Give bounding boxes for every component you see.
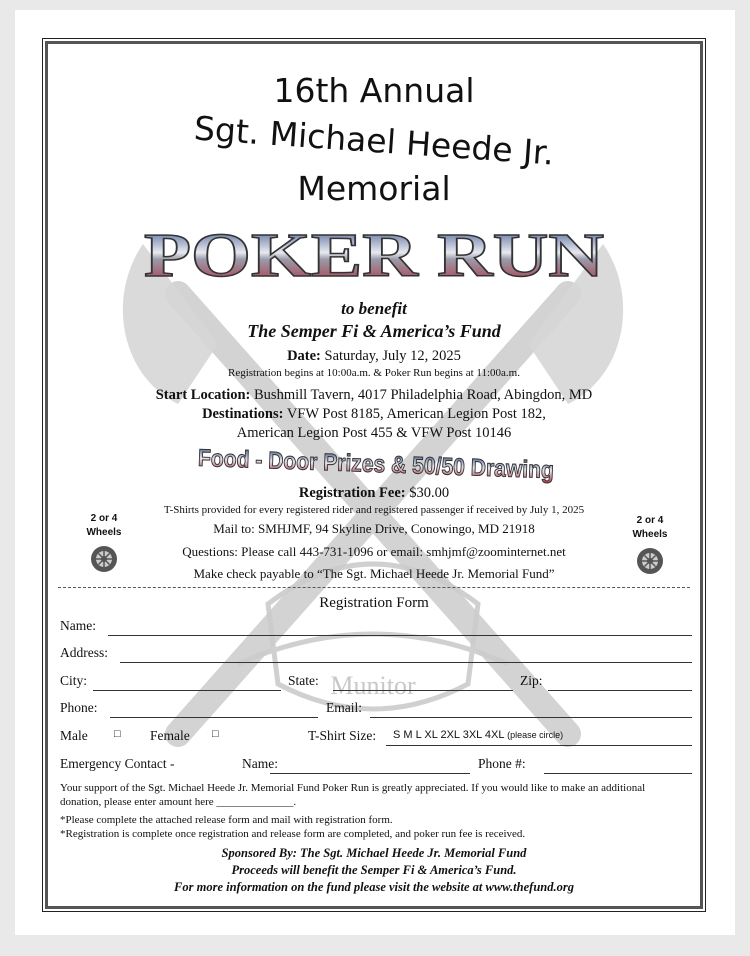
zip-label: Zip: <box>520 673 543 688</box>
start-location <box>48 387 700 404</box>
more-info: For more information on the fund please visit the website at www.thefund.org <box>174 880 574 894</box>
title-line-3: Memorial <box>297 169 451 208</box>
wheel-icon <box>635 546 665 576</box>
proceeds-note: Proceeds will benefit the Semper Fi & America’s Fund. <box>231 863 517 877</box>
female-checkbox[interactable]: □ <box>212 728 219 740</box>
start-label: Start Location: <box>155 387 251 403</box>
registration-times: Registration begins at 10:00a.m. & Poker Run begins at 11:00a.m. <box>228 367 520 379</box>
emergency-phone-field[interactable] <box>544 772 692 774</box>
support-note <box>60 781 690 809</box>
release-note-2: *Registration is complete once registration and release form are completed, and poker run fee is received. <box>60 828 526 840</box>
emergency-contact-label: Emergency Contact - <box>60 756 175 771</box>
wheel-icon <box>89 544 119 574</box>
wheels-badge-left-line1: 2 or 4 <box>90 513 118 524</box>
tshirt-line <box>386 744 692 746</box>
flyer-frame <box>45 41 703 909</box>
release-note-1: *Please complete the attached release form and mail with registration form. <box>60 814 393 826</box>
state-label: State: <box>288 673 319 688</box>
name-field[interactable] <box>108 634 692 636</box>
emergency-name-field[interactable] <box>270 772 470 774</box>
state-field[interactable] <box>333 689 513 691</box>
emergency-phone-label: Phone #: <box>478 756 526 771</box>
mail-to: Mail to: SMHJMF, 94 Skyline Drive, Conowingo, MD 21918 <box>213 521 535 536</box>
fee-value: $30.00 <box>409 485 450 501</box>
sponsored-by: Sponsored By: The Sgt. Michael Heede Jr. Memorial Fund <box>221 846 527 860</box>
tshirt-size-options[interactable] <box>393 729 563 741</box>
destinations-value-1: VFW Post 8185, American Legion Post 182, <box>286 406 546 422</box>
wheels-badge-left <box>70 512 138 578</box>
address-field[interactable] <box>120 661 692 663</box>
date-label: Date: <box>287 348 321 364</box>
support-note-line-2: donation, please enter amount here ______________. <box>60 796 297 808</box>
to-benefit: to benefit <box>341 299 407 318</box>
tshirt-note: T-Shirts provided for every registered rider and registered passenger if received by July 1, 2025 <box>163 504 585 516</box>
support-note-line-1: Your support of the Sgt. Michael Heede Jr. Memorial Fund Poker Run is greatly appreciated. If you would like to make an additional <box>60 782 646 794</box>
name-label: Name: <box>60 618 96 633</box>
payable-to: Make check payable to “The Sgt. Michael Heede Jr. Memorial Fund” <box>193 566 555 581</box>
tshirt-label: T-Shirt Size: <box>308 728 377 743</box>
poker-run-text: POKER RUN <box>144 222 604 290</box>
registration-fee <box>48 485 700 502</box>
please-circle-note: (please circle) <box>507 730 564 740</box>
male-checkbox[interactable]: □ <box>114 728 121 740</box>
dashed-divider <box>58 587 690 588</box>
watermark-text: Munitor <box>330 671 416 700</box>
emergency-name-label: Name: <box>242 756 278 771</box>
questions: Questions: Please call 443-731-1096 or email: smhjmf@zoominternet.net <box>182 544 566 559</box>
release-notes <box>60 813 690 841</box>
fee-label: Registration Fee: <box>298 485 406 501</box>
form-title: Registration Form <box>319 595 429 611</box>
city-field[interactable] <box>93 689 281 691</box>
fund-name: The Semper Fi & America’s Fund <box>247 321 501 341</box>
phone-field[interactable] <box>110 716 318 718</box>
destinations-value-2: American Legion Post 455 & VFW Post 10146 <box>236 425 512 441</box>
date-value: Saturday, July 12, 2025 <box>324 348 461 364</box>
email-label: Email: <box>326 700 362 715</box>
city-label: City: <box>60 673 88 688</box>
address-label: Address: <box>60 645 108 660</box>
wheels-badge-right-line1: 2 or 4 <box>636 515 664 526</box>
email-field[interactable] <box>370 716 692 718</box>
destinations <box>48 406 700 423</box>
title-line-1: 16th Annual <box>273 71 475 110</box>
female-label: Female <box>150 728 190 743</box>
start-value: Bushmill Tavern, 4017 Philadelphia Road, Abingdon, MD <box>254 387 593 403</box>
event-date <box>48 348 700 365</box>
food-prizes-text: Food - Door Prizes & 50/50 Drawing <box>197 444 604 486</box>
phone-label: Phone: <box>60 700 98 715</box>
male-label: Male <box>60 728 88 743</box>
zip-field[interactable] <box>548 689 692 691</box>
food-prizes-banner <box>196 442 604 486</box>
wheels-badge-left-line2: Wheels <box>86 527 122 538</box>
tshirt-sizes: S M L XL 2XL 3XL 4XL <box>393 729 505 741</box>
wheels-badge-right-line2: Wheels <box>632 529 668 540</box>
title-line-2: Sgt. Michael Heede Jr. <box>192 108 556 173</box>
destinations-label: Destinations: <box>202 406 284 422</box>
wheels-badge-right <box>616 514 684 580</box>
poker-run-logo <box>138 220 610 290</box>
